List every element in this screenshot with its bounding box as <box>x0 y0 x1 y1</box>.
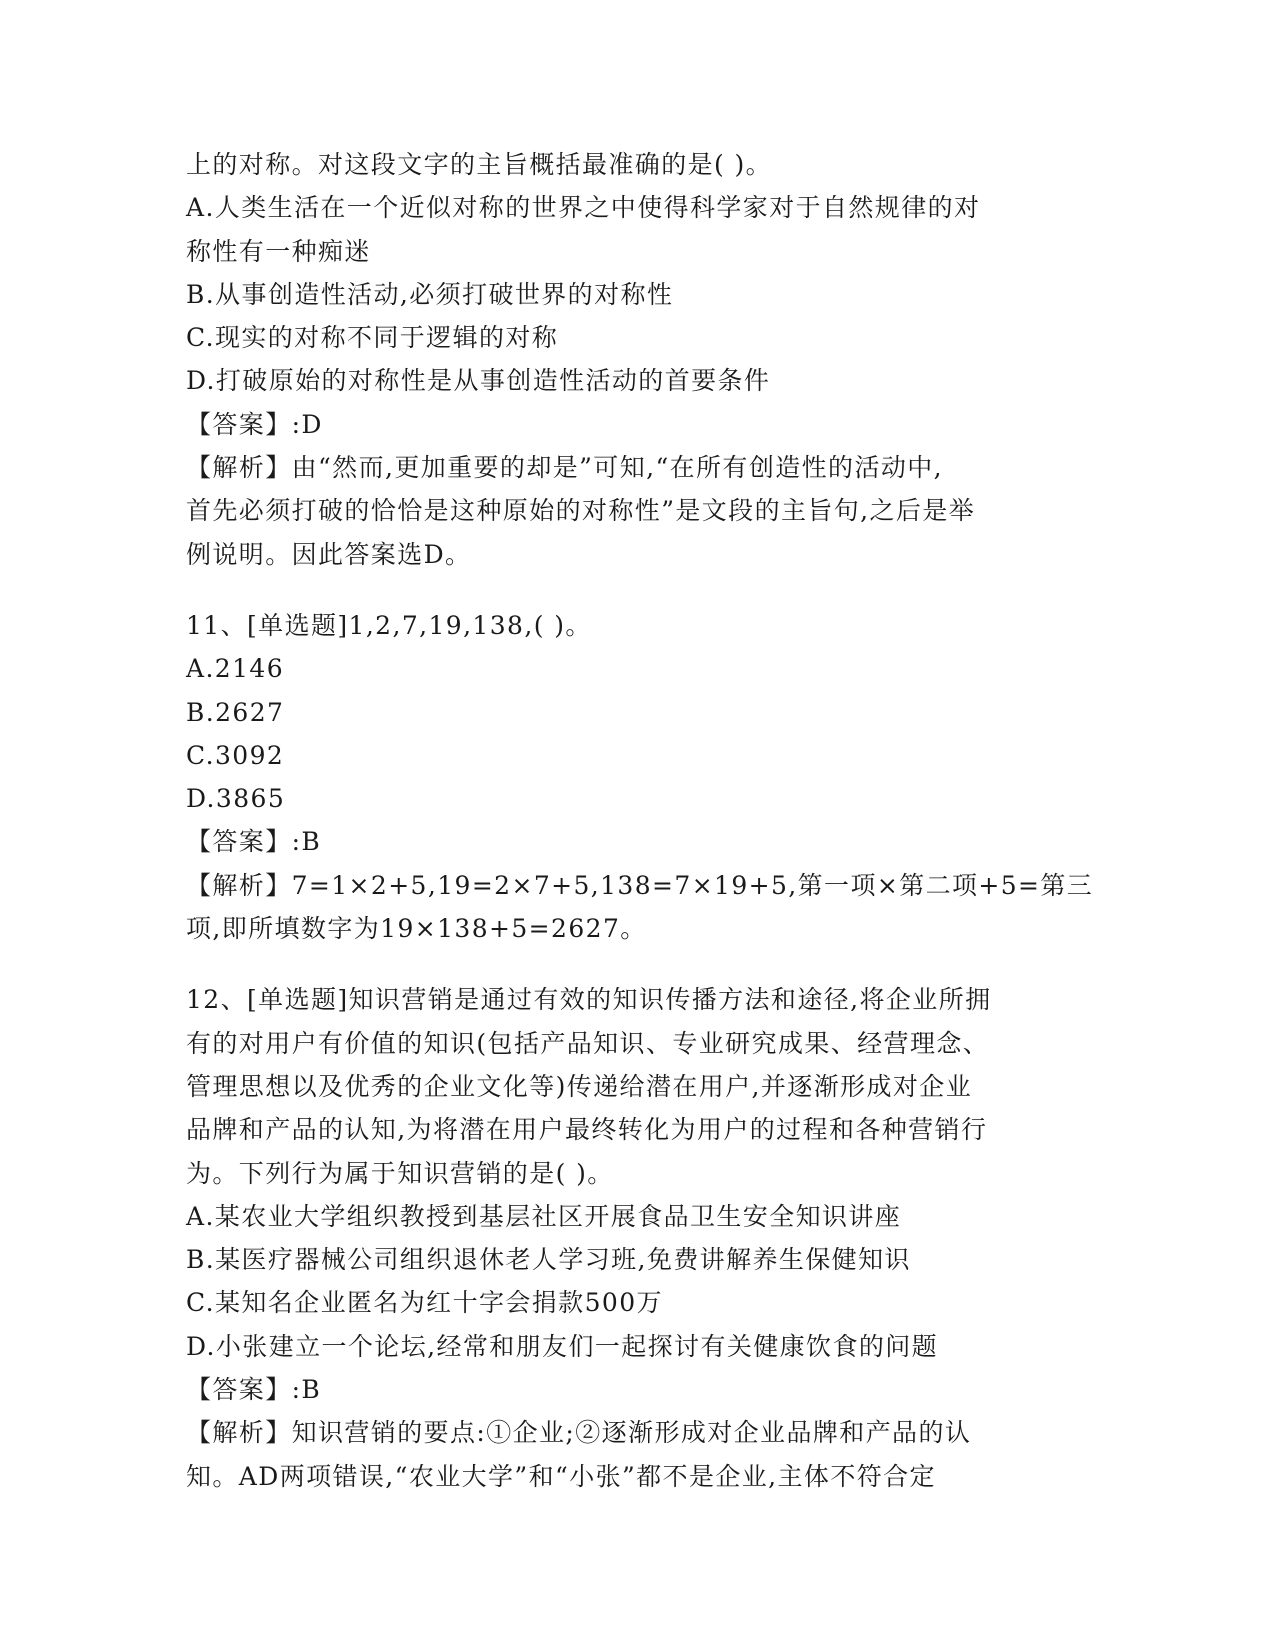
analysis-line: 知。AD两项错误,“农业大学”和“小张”都不是企业,主体不符合定 <box>186 1461 936 1491</box>
question-stem-line: 上的对称。对这段文字的主旨概括最准确的是( )。 <box>186 150 773 179</box>
option-b: B.从事创造性活动,必须打破世界的对称性 <box>186 279 674 309</box>
option-b: B.某医疗器械公司组织退休老人学习班,免费讲解养生保健知识 <box>186 1245 911 1275</box>
analysis-line: 【解析】知识营销的要点:①企业;②逐渐形成对企业品牌和产品的认 <box>186 1418 972 1448</box>
option-c: C.某知名企业匿名为红十字会捐款500万 <box>186 1288 663 1318</box>
question-12 <box>186 978 1086 1498</box>
option-a: A.某农业大学组织教授到基层社区开展食品卫生安全知识讲座 <box>186 1201 902 1231</box>
question-stem-line: 12、[单选题]知识营销是通过有效的知识传播方法和途径,将企业所拥 <box>186 985 992 1015</box>
question-10-continuation <box>186 143 1086 576</box>
question-stem-line: 为。下列行为属于知识营销的是( )。 <box>186 1158 614 1188</box>
section-gap <box>186 950 1086 978</box>
analysis-line: 首先必须打破的恰恰是这种原始的对称性”是文段的主旨句,之后是举 <box>186 496 976 526</box>
answer: 【答案】:B <box>186 1375 322 1405</box>
option-d: D.3865 <box>186 784 286 814</box>
document-page <box>186 143 1094 1498</box>
option-c: C.现实的对称不同于逻辑的对称 <box>186 323 559 353</box>
analysis-line: 【解析】7=1×2+5,19=2×7+5,138=7×19+5,第一项×第二项+5=第三 <box>186 870 1094 900</box>
answer: 【答案】:D <box>186 409 323 439</box>
analysis-line: 例说明。因此答案选D。 <box>186 539 472 569</box>
option-a: A.2146 <box>186 654 285 684</box>
option-d: D.打破原始的对称性是从事创造性活动的首要条件 <box>186 366 771 396</box>
question-11 <box>186 604 1094 950</box>
section-gap <box>186 576 1086 604</box>
option-a-line: 称性有一种痴迷 <box>186 236 371 266</box>
answer: 【答案】:B <box>186 827 322 857</box>
question-stem-line: 管理思想以及优秀的企业文化等)传递给潜在用户,并逐渐形成对企业 <box>186 1071 973 1101</box>
question-stem-line: 品牌和产品的认知,为将潜在用户最终转化为用户的过程和各种营销行 <box>186 1115 988 1145</box>
question-stem-line: 有的对用户有价值的知识(包括产品知识、专业研究成果、经营理念、 <box>186 1028 990 1058</box>
analysis-line: 项,即所填数字为19×138+5=2627。 <box>186 914 647 944</box>
option-b: B.2627 <box>186 697 285 727</box>
question-stem-line: 11、[单选题]1,2,7,19,138,( )。 <box>186 610 592 640</box>
analysis-line: 【解析】由“然而,更加重要的却是”可知,“在所有创造性的活动中, <box>186 453 943 483</box>
option-d: D.小张建立一个论坛,经常和朋友们一起探讨有关健康饮食的问题 <box>186 1331 939 1361</box>
option-c: C.3092 <box>186 740 285 770</box>
option-a-line: A.人类生活在一个近似对称的世界之中使得科学家对于自然规律的对 <box>186 193 981 223</box>
